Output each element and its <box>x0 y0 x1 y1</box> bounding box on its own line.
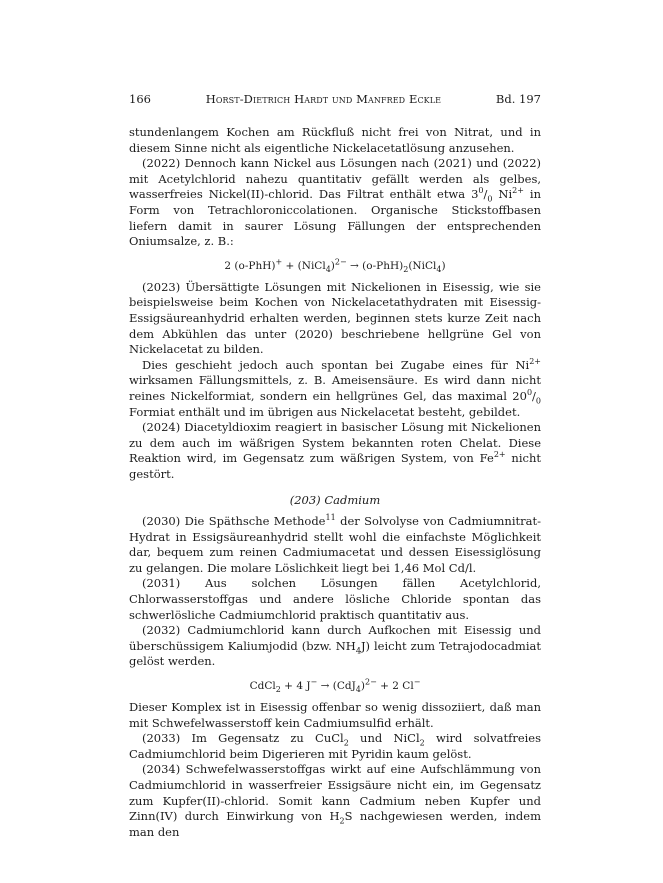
page-number: 166 <box>129 92 151 106</box>
formula-tetrajodocadmiat: CdCl$_2$ + 4 $J^- \to (CdJ_4)^{2-} + 2$ Cl− <box>249 677 421 695</box>
paragraph-2030: (2030) Die Späthsche Methode$^{11}$ der Solvolyse von Cadmiumnitrat-Hydrat in Essigsäureanhydrid stellt wohl die einfachste Möglichkeit dar, bequem zum reinen Cadmiumacetat und dessen Eisessiglösung zu gelangen. Die molare Löslichkeit liegt bei 1,46 Mol Cd/l. <box>129 513 541 575</box>
paragraph-2033: (2033) Im Gegensatz zu CuCl$_2$ und NiCl$_2$ wird solvatfreies Cadmiumchlorid beim Digerieren mit Pyridin kaum gelöst. <box>129 731 542 761</box>
body-text <box>129 125 541 840</box>
paragraph-continuation: stundenlangem Kochen am Rückfluß nicht frei von Nitrat, und in diesem Sinne nicht als eigentliche Nickelacetatlösung anzusehen. <box>129 125 541 155</box>
paragraph-2032: (2032) Cadmiumchlorid kann durch Aufkochen mit Eisessig und überschüssigem Kaliumjodid (bzw. $NH_4J$) leicht zum Tetrajodocadmiat gelöst werden. <box>129 623 541 669</box>
paragraph-2024: (2024) Diacetyldioxim reagiert in basischer Lösung mit Nickelionen zu dem auch im wäßrigen System bekannten roten Chelat. Diese Reaktion wird, im Gegensatz zum wäßrigen System, von $Fe^{2+}$ nicht gestört. <box>129 420 541 481</box>
section-title: (203) Cadmium <box>289 493 381 508</box>
paragraph-2031: (2031) Aus solchen Lösungen fällen Acetylchlorid, Chlorwasserstoffgas und andere lösliche Chloride spontan das schwerlösliche Cadmiumchlorid praktisch quantitativ aus. <box>129 576 541 622</box>
running-authors: Horst-Dietrich Hardt und Manfred Eckle <box>205 92 442 106</box>
volume-label: Bd. 197 <box>495 92 541 106</box>
running-header <box>129 92 541 106</box>
paragraph-komplex: Dieser Komplex ist in Eisessig offenbar so wenig dissoziiert, daß man mit Schwefelwasserstoff kein Cadmiumsulfid erhält. <box>129 700 541 730</box>
paragraph-2022: (2022) Dennoch kann Nickel aus Lösungen nach (2021) und (2022) mit Acetylchlorid nahezu quantitativ gefällt werden als gelbes, wasserfreies Nickel(II)-chlorid. Das Filtrat enthält etwa $3^0/_0$ $Ni^{2+}$ in Form von Tetrachloroniccolationen. Organische Stickstoffbasen liefern damit in saurer Lösung Fällungen der entsprechenden Oniumsalze, z. B.: <box>129 156 541 249</box>
page <box>129 92 541 840</box>
formula-oniumsalz: 2 (o-PhH)+ + (NiCl$_4$)$^{2-}$ → $(o-PhH)_2(NiCl_4)$ <box>224 257 446 274</box>
paragraph-ameisensaeure: Dies geschieht jedoch auch spontan bei Zugabe eines für $Ni^{2+}$ wirksamen Fällungsmittels, z. B. Ameisensäure. Es wird dann nicht reines Nickelformiat, sondern ein hellgrünes Gel, das maximal $20^0/_0$ Formiat enthält und im übrigen aus Nickelacetat besteht, gebildet. <box>129 356 541 419</box>
paragraph-2034: (2034) Schwefelwasserstoffgas wirkt auf eine Aufschlämmung von Cadmiumchlorid in wasserfreier Essigsäure nicht ein, im Gegensatz zum Kupfer(II)-chlorid. Somit kann Cadmium neben Kupfer und Zinn(IV) durch Einwirkung von $H_2S$ nachgewiesen werden, indem man den <box>129 762 541 839</box>
paragraph-2023: (2023) Übersättigte Lösungen mit Nickelionen in Eisessig, wie sie beispielsweise beim Kochen von Nickelacetathydraten mit Eisessig-Essigsäureanhydrid erhalten werden, beginnen stets kurze Zeit nach dem Abkühlen das unter (2020) beschriebene hellgrüne Gel von Nickelacetat zu bilden. <box>129 279 541 357</box>
